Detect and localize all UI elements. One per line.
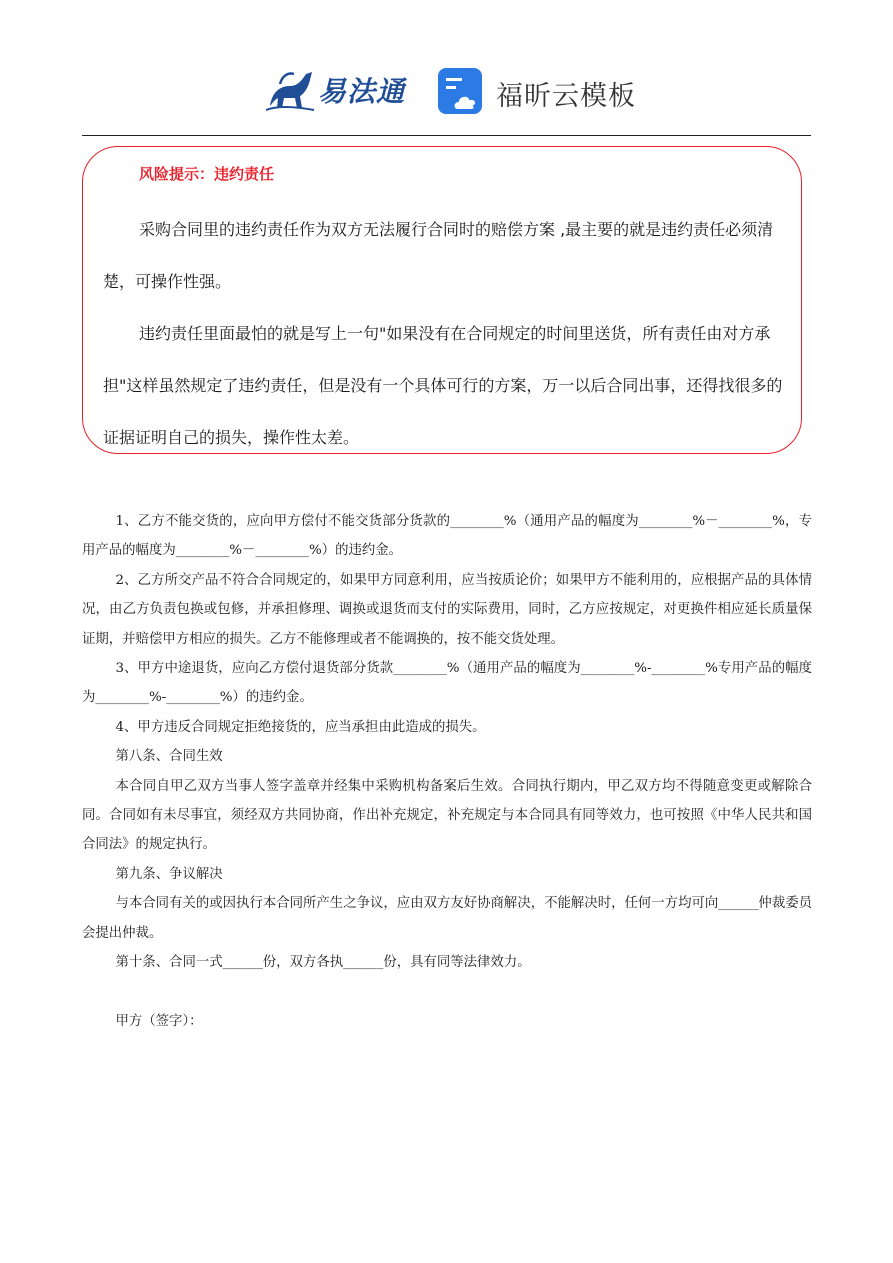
fuxin-logo (436, 62, 636, 118)
header-divider (82, 135, 811, 136)
cloud-document-icon (436, 66, 486, 116)
clause-2: 2、乙方所交产品不符合合同规定的，如果甲方同意利用，应当按质论价；如果甲方不能利用的，应根据产品的具体情况，由乙方负责包换或包修，并承担修理、调换或退货而支付的实际费用，同时，乙方应按规定，对更换件相应延长质量保证期，并赔偿甲方相应的损失。乙方不能修理或者不能调换的，按不能交货处理。 (82, 572, 812, 647)
page-header (0, 58, 893, 124)
article-9-text: 与本合同有关的或因执行本合同所产生之争议，应由双方友好协商解决，不能解决时，任何一方均可向______仲裁委员会提出仲裁。 (82, 896, 812, 941)
article-9-heading: 第九条、争议解决 (115, 866, 223, 882)
yifatong-logo (262, 62, 412, 118)
logo2-text: 福昕云模板 (496, 81, 636, 112)
article-10-text: 第十条、合同一式______份，双方各执______份，具有同等法律效力。 (115, 955, 531, 971)
clause-1: 1、乙方不能交货的，应向甲方偿付不能交货部分货款的________%（通用产品的幅度为________%－________%，专用产品的幅度为________%－________%）的违约金。 (82, 514, 812, 559)
clause-3: 3、甲方中途退货，应向乙方偿付退货部分货款________%（通用产品的幅度为________%-________%专用产品的幅度为________%-________%）的违约金。 (82, 661, 812, 706)
logo1-text: 易法通 (318, 75, 406, 108)
risk-paragraph-2: 违约责任里面最怕的就是写上一句"如果没有在合同规定的时间里送货，所有责任由对方承担"这样虽然规定了违约责任，但是没有一个具体可行的方案，万一以后合同出事，还得找很多的证据证明自己的损失，操作性太差。 (103, 324, 783, 447)
qilin-icon (262, 62, 318, 118)
party-a-signature: 甲方（签字）： (115, 1013, 203, 1029)
article-8-heading: 第八条、合同生效 (115, 749, 223, 765)
risk-warning-box (82, 146, 802, 454)
article-8-text: 本合同自甲乙双方当事人签字盖章并经集中采购机构备案后生效。合同执行期内，甲乙双方均不得随意变更或解除合同。合同如有未尽事宜，须经双方共同协商，作出补充规定，补充规定与本合同具有同等效力，也可按照《中华人民共和国合同法》的规定执行。 (82, 778, 812, 853)
risk-paragraph-1: 采购合同里的违约责任作为双方无法履行合同时的赔偿方案 ,最主要的就是违约责任必须清楚，可操作性强。 (103, 220, 774, 291)
risk-title: 风险提示：违约责任 (139, 165, 275, 183)
clause-4: 4、甲方违反合同规定拒绝接货的，应当承担由此造成的损失。 (115, 719, 486, 735)
contract-body (82, 507, 812, 1036)
